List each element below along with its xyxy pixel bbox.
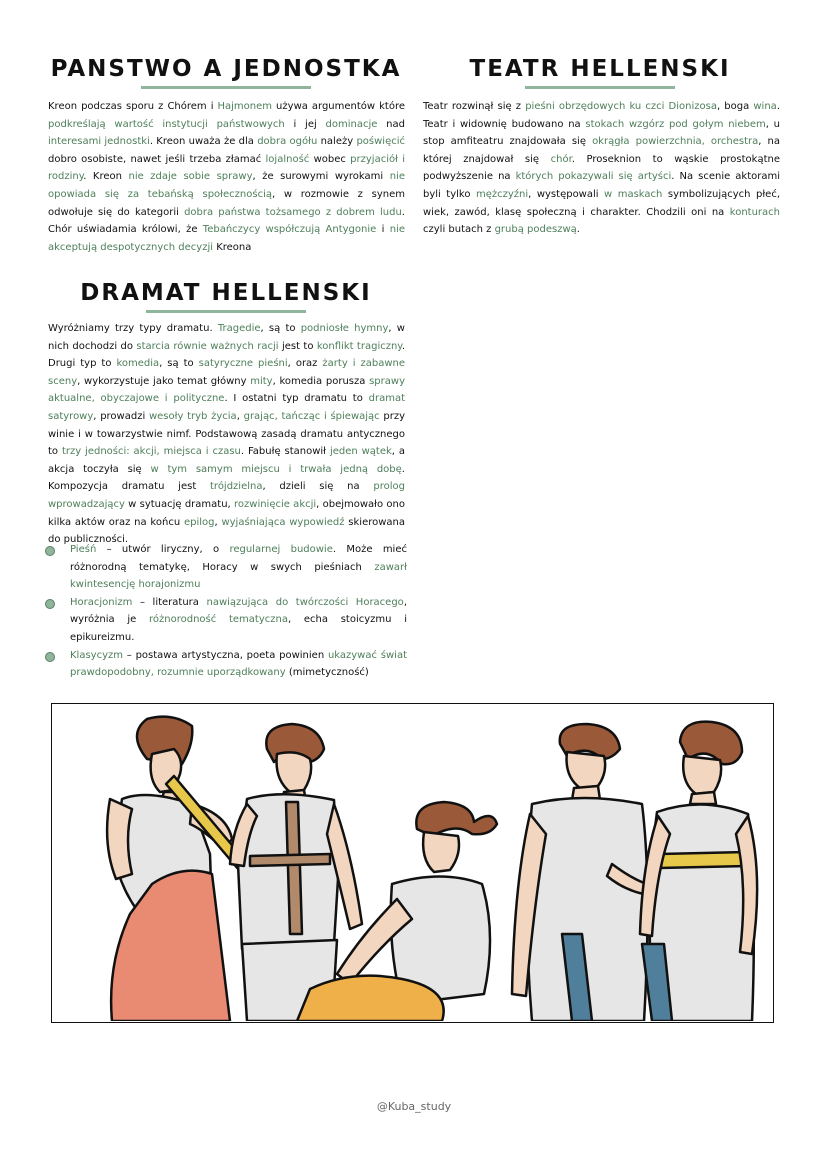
highlight-text: grubą podeszwą <box>494 224 577 236</box>
body-text: Teatr rozwinął się z <box>423 101 526 112</box>
highlight-text: Horacjonizm <box>70 596 133 608</box>
body-text: . Kreon uważa że dla <box>149 136 258 148</box>
bullet-list <box>45 541 407 682</box>
highlight-text: zawarł kwintesencję horajonizmu <box>70 561 407 591</box>
body-text: Kreon podczas sporu z Chórem i <box>48 101 218 112</box>
heading-panstwo-text: PANSTWO A JEDNOSTKA <box>50 56 402 82</box>
body-text: . Proseknion to wąskie prostokątne podwyższenie na <box>423 153 781 183</box>
highlight-text: konturach <box>729 206 780 218</box>
body-text: przy winie i w towarzystwie nimf. Podstawową zasadą dramatu antycznego to <box>48 410 405 458</box>
list-item <box>45 541 407 594</box>
body-text: , wyróżnia je <box>70 596 407 626</box>
heading-underline <box>146 310 306 313</box>
highlight-text: różnorodność tematyczna <box>149 614 288 626</box>
bullet-text <box>70 544 407 590</box>
highlight-text: Hajmonem <box>217 101 273 112</box>
highlight-text: epilog <box>183 516 215 528</box>
body-text: , wykorzystuje jako temat główny <box>77 375 251 387</box>
highlight-text: rozwinięcie akcji <box>234 498 317 510</box>
list-item <box>45 594 407 647</box>
body-text: – postawa artystyczna, poeta powinien <box>123 649 328 661</box>
highlight-text: grając, tańcząc i śpiewając <box>243 410 380 422</box>
highlight-text: dominacje <box>325 118 378 130</box>
highlight-text: nie opowiada się za tebańską społecznością <box>48 171 405 200</box>
body-text: , a akcja toczyła się <box>48 446 405 475</box>
body-text: , są to <box>159 358 199 370</box>
body-text: . <box>576 224 580 236</box>
bullet-text <box>70 597 407 643</box>
highlight-text: mity <box>250 375 273 387</box>
body-text: jest to <box>278 340 317 352</box>
highlight-text: sprawy aktualne, obyczajowe i polityczne <box>48 375 405 405</box>
heading-teatr-text: TEATR HELLENSKI <box>469 56 731 82</box>
body-text: czyli butach z <box>423 224 495 236</box>
body-text: , obejmowało ono kilka aktów oraz na końcu <box>48 498 405 528</box>
highlight-text: nawiązująca do twórczości Horacego <box>206 596 404 608</box>
highlight-text: konflikt tragiczny <box>316 340 402 352</box>
highlight-text: wina <box>753 101 777 112</box>
highlight-text: Klasycyzm <box>70 649 123 661</box>
bullet-dot <box>45 546 55 556</box>
highlight-text: ukazywać świat prawdopodobny, rozumnie uporządkowany <box>70 649 407 679</box>
body-text: symbolizujących płeć, wiek, zawód, klasę społeczną i charakter. Chodzili oni na <box>423 188 781 218</box>
highlight-text: w tym samym miejscu i trwała jedną dobę <box>150 463 402 475</box>
body-text: skierowana do publiczności. <box>48 516 405 546</box>
greek-figures-illustration <box>52 704 772 1021</box>
body-text: , w rozmowie z synem odwołuje się do kategorii <box>48 188 405 218</box>
highlight-text: nie zdaje sobie sprawy <box>128 171 253 183</box>
body-text: Kreona <box>213 241 252 253</box>
figure-flute-player <box>107 717 252 1021</box>
body-text: (mimetyczność) <box>285 667 369 679</box>
highlight-text: komedia <box>116 358 160 370</box>
highlight-text: starcia równie ważnych racji <box>136 340 279 352</box>
highlight-text: prolog <box>373 481 405 493</box>
body-text: , <box>236 410 244 422</box>
highlight-text: poświęcić <box>356 136 405 148</box>
body-text: w sytuację dramatu, <box>124 498 234 510</box>
body-text: , <box>214 516 222 528</box>
body-text: , boga <box>716 101 754 112</box>
body-text: , oraz <box>287 358 323 370</box>
highlight-text: okrągła powierzchnia, orchestra <box>592 136 759 148</box>
highlight-text: Pieśń <box>70 544 97 555</box>
highlight-text: trójdzielna <box>210 481 263 493</box>
body-text: , występowali <box>528 188 605 200</box>
highlight-text: pieśni obrzędowych ku czci Dionizosa <box>525 101 717 112</box>
body-text: , na której znajdował się <box>423 136 780 165</box>
body-text: . Teatr i widownię budowano na <box>423 101 780 130</box>
body-text: – literatura <box>132 596 207 608</box>
body-text: . Fabułę stanowił <box>240 446 330 458</box>
highlight-text: chór <box>550 153 572 165</box>
heading-dramat <box>45 280 407 313</box>
paragraph-dramat <box>48 320 405 549</box>
highlight-text: mężczyźni <box>475 188 529 200</box>
body-text: , u stop amfiteatru znajdowała się <box>423 118 780 148</box>
highlight-text: trzy jedności: akcji, miejsca i czasu <box>61 446 241 458</box>
bullet-dot <box>45 599 55 609</box>
bullet-text <box>70 650 407 679</box>
highlight-text: dobra ogółu <box>257 136 318 148</box>
highlight-text: nie akceptują despotycznych decyzji <box>48 224 405 253</box>
body-text: , że surowymi wyrokami <box>252 171 390 183</box>
footer-credit: @Kuba_study <box>376 1100 452 1113</box>
body-text: – utwór liryczny, o <box>96 544 230 555</box>
highlight-text: wesoły tryb życia <box>148 410 237 422</box>
highlight-text: satyryczne pieśni <box>198 358 288 370</box>
figure-woman-gold-belt <box>640 722 757 1021</box>
illustration-frame <box>51 703 774 1023</box>
heading-underline <box>141 86 311 89</box>
body-text: . Drugi typ to <box>48 340 405 370</box>
highlight-text: podniosłe hymny <box>300 323 389 334</box>
highlight-text: wyjaśniająca wypowiedź <box>221 516 345 528</box>
highlight-text: jeden wątek <box>329 446 392 458</box>
body-text: . Może mieć różnorodną tematykę, Horacy w swych pieśniach <box>70 544 407 573</box>
body-text: nad <box>377 118 405 130</box>
body-text: , są to <box>260 323 301 334</box>
highlight-text: regularnej budowie <box>229 544 333 555</box>
list-item <box>45 647 407 682</box>
bullet-dot <box>45 652 55 662</box>
body-text: i jej <box>284 118 326 130</box>
body-text: i <box>376 224 390 236</box>
highlight-text: lojalność <box>265 153 310 165</box>
paragraph-teatr <box>423 98 780 239</box>
highlight-text: dramat satyrowy <box>48 393 405 422</box>
body-text: używa argumentów które <box>272 101 405 112</box>
figure-man-gray <box>512 724 648 1021</box>
body-text: , echa stoicyzmu i epikureizmu. <box>70 614 407 643</box>
body-text: . Chór uświadamia królowi, że <box>48 206 405 236</box>
body-text: należy <box>317 136 357 148</box>
body-text: , dzieli się na <box>262 481 374 493</box>
highlight-text: podkreślają wartość instytucji państwowych <box>48 118 285 130</box>
highlight-text: w maskach <box>604 188 663 200</box>
body-text: dobro osobiste, nawet jeśli trzeba złamać <box>48 153 266 165</box>
heading-teatr <box>420 56 780 89</box>
body-text: Wyróżniamy trzy typy dramatu. <box>48 323 218 334</box>
highlight-text: Tebańczycy współczują Antygonie <box>202 224 377 236</box>
heading-dramat-text: DRAMAT HELLENSKI <box>80 280 372 306</box>
body-text: , komedia porusza <box>272 375 370 387</box>
highlight-text: żarty i zabawne sceny <box>48 358 406 387</box>
body-text: . Kompozycja dramatu jest <box>48 463 405 493</box>
paragraph-panstwo <box>48 98 405 256</box>
highlight-text: wprowadzający <box>48 498 125 510</box>
body-text: . Na scenie aktorami byli tylko <box>423 171 780 200</box>
highlight-text: interesami jednostki <box>48 136 150 148</box>
body-text: , w nich dochodzi do <box>48 323 405 352</box>
highlight-text: dobra państwa tożsamego z dobrem ludu <box>184 206 402 218</box>
body-text: . Kreon <box>83 171 129 183</box>
body-text: , prowadzi <box>93 410 149 422</box>
highlight-text: stokach wzgórz pod gołym niebem <box>585 118 766 130</box>
body-text: wobec <box>309 153 351 165</box>
highlight-text: których pokazywali się artyści <box>515 171 672 183</box>
highlight-text: Tragedie <box>217 323 261 334</box>
body-text: . I ostatni typ dramatu to <box>224 393 369 405</box>
heading-panstwo <box>45 56 407 89</box>
highlight-text: przyjaciół i rodziny <box>48 153 406 183</box>
heading-underline <box>525 86 675 89</box>
